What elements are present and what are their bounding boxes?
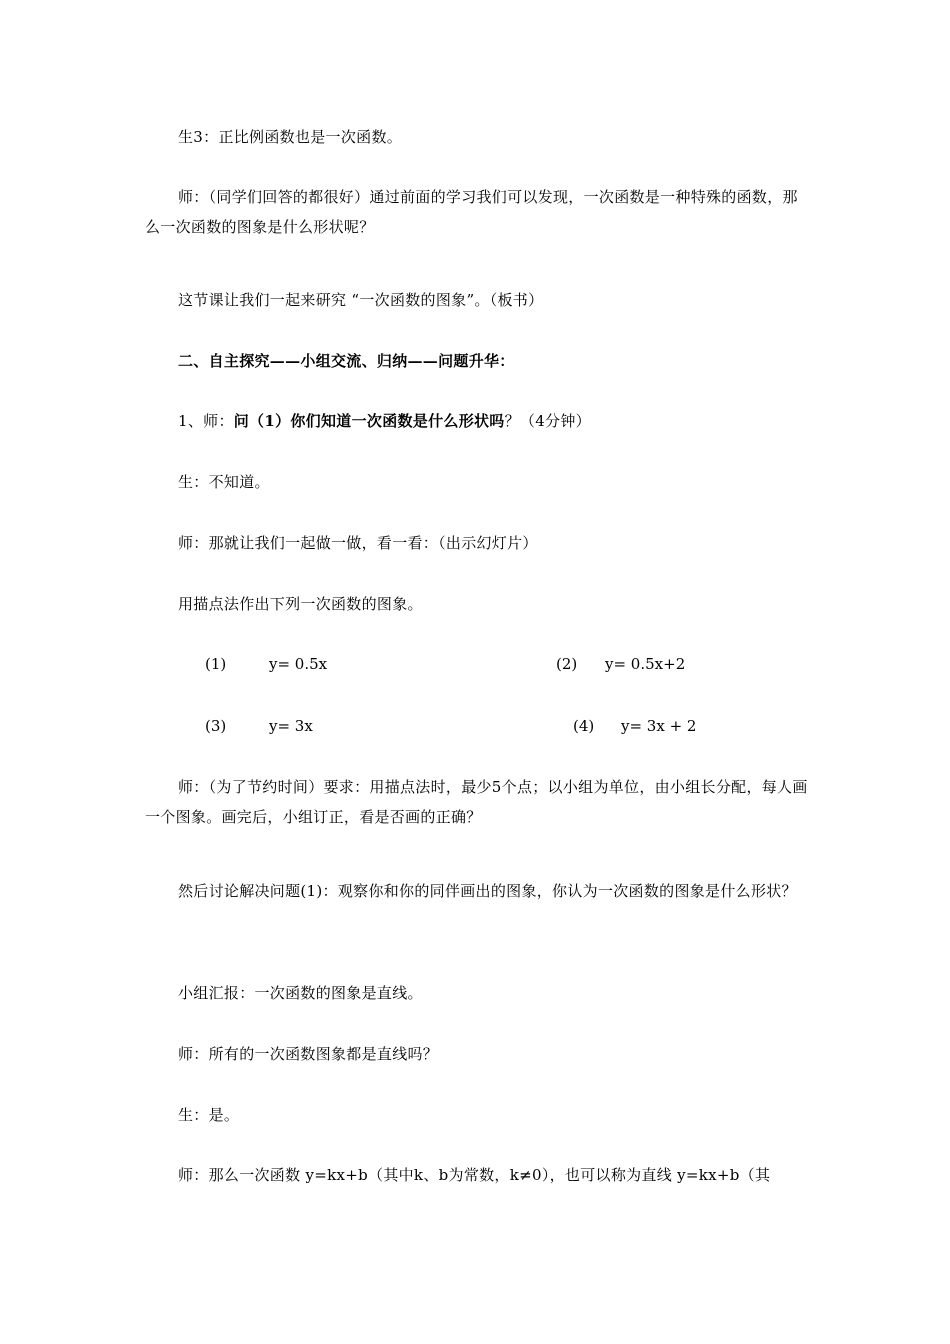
paragraph-teacher-slideshow: 师：那就让我们一起做一做，看一看：（出示幻灯片） bbox=[178, 534, 538, 552]
paragraph-plot-instruction: 用描点法作出下列一次函数的图象。 bbox=[178, 595, 423, 613]
equation-2-label: (2) bbox=[556, 655, 578, 673]
paragraph-teacher-requirements: 师：（为了节约时间）要求：用描点法时，最少5个点；以小组为单位，由小组长分配，每人画一个图象。画完后，小组订正，看是否画的正确？ bbox=[145, 778, 808, 826]
equation-4-expr: y= 3x + 2 bbox=[621, 717, 697, 735]
question-1-prefix: 1、师： bbox=[178, 412, 234, 430]
equation-3-expr: y= 3x bbox=[269, 717, 313, 735]
section-heading-self-exploration: 二、自主探究——小组交流、归纳——问题升华： bbox=[178, 352, 515, 370]
equation-3-label: (3) bbox=[205, 717, 227, 735]
paragraph-teacher-all-lines: 师：所有的一次函数图象都是直线吗？ bbox=[178, 1045, 439, 1063]
paragraph-question-1 bbox=[145, 406, 810, 436]
question-1-suffix: ？（4分钟） bbox=[504, 412, 591, 430]
equation-4-label: (4) bbox=[573, 717, 595, 735]
paragraph-teacher-question-shape: 师：（同学们回答的都很好）通过前面的学习我们可以发现，一次函数是一种特殊的函数，那么一次函数的图象是什么形状呢？ bbox=[145, 188, 798, 236]
equation-1-expr: y= 0.5x bbox=[269, 655, 328, 673]
question-1-bold-text: 问（1）你们知道一次函数是什么形状吗 bbox=[233, 412, 505, 430]
equation-2-expr: y= 0.5x+2 bbox=[605, 655, 686, 673]
paragraph-discussion-question: 然后讨论解决问题(1)：观察你和你的同伴画出的图象，你认为一次函数的图象是什么形状？ bbox=[178, 882, 797, 900]
paragraph-group-report: 小组汇报：一次函数的图象是直线。 bbox=[178, 984, 423, 1002]
paragraph-lesson-topic: 这节课让我们一起来研究 “一次函数的图象”。（板书） bbox=[178, 291, 544, 309]
paragraph-student3-answer: 生3：正比例函数也是一次函数。 bbox=[178, 128, 403, 146]
equation-1-label: (1) bbox=[205, 655, 227, 673]
paragraph-student-dont-know: 生：不知道。 bbox=[178, 473, 270, 491]
paragraph-student-yes: 生：是。 bbox=[178, 1106, 240, 1124]
paragraph-teacher-line-definition: 师：那么一次函数 y=kx+b（其中k、b为常数，k≠0），也可以称为直线 y=kx+b（其 bbox=[178, 1166, 771, 1184]
